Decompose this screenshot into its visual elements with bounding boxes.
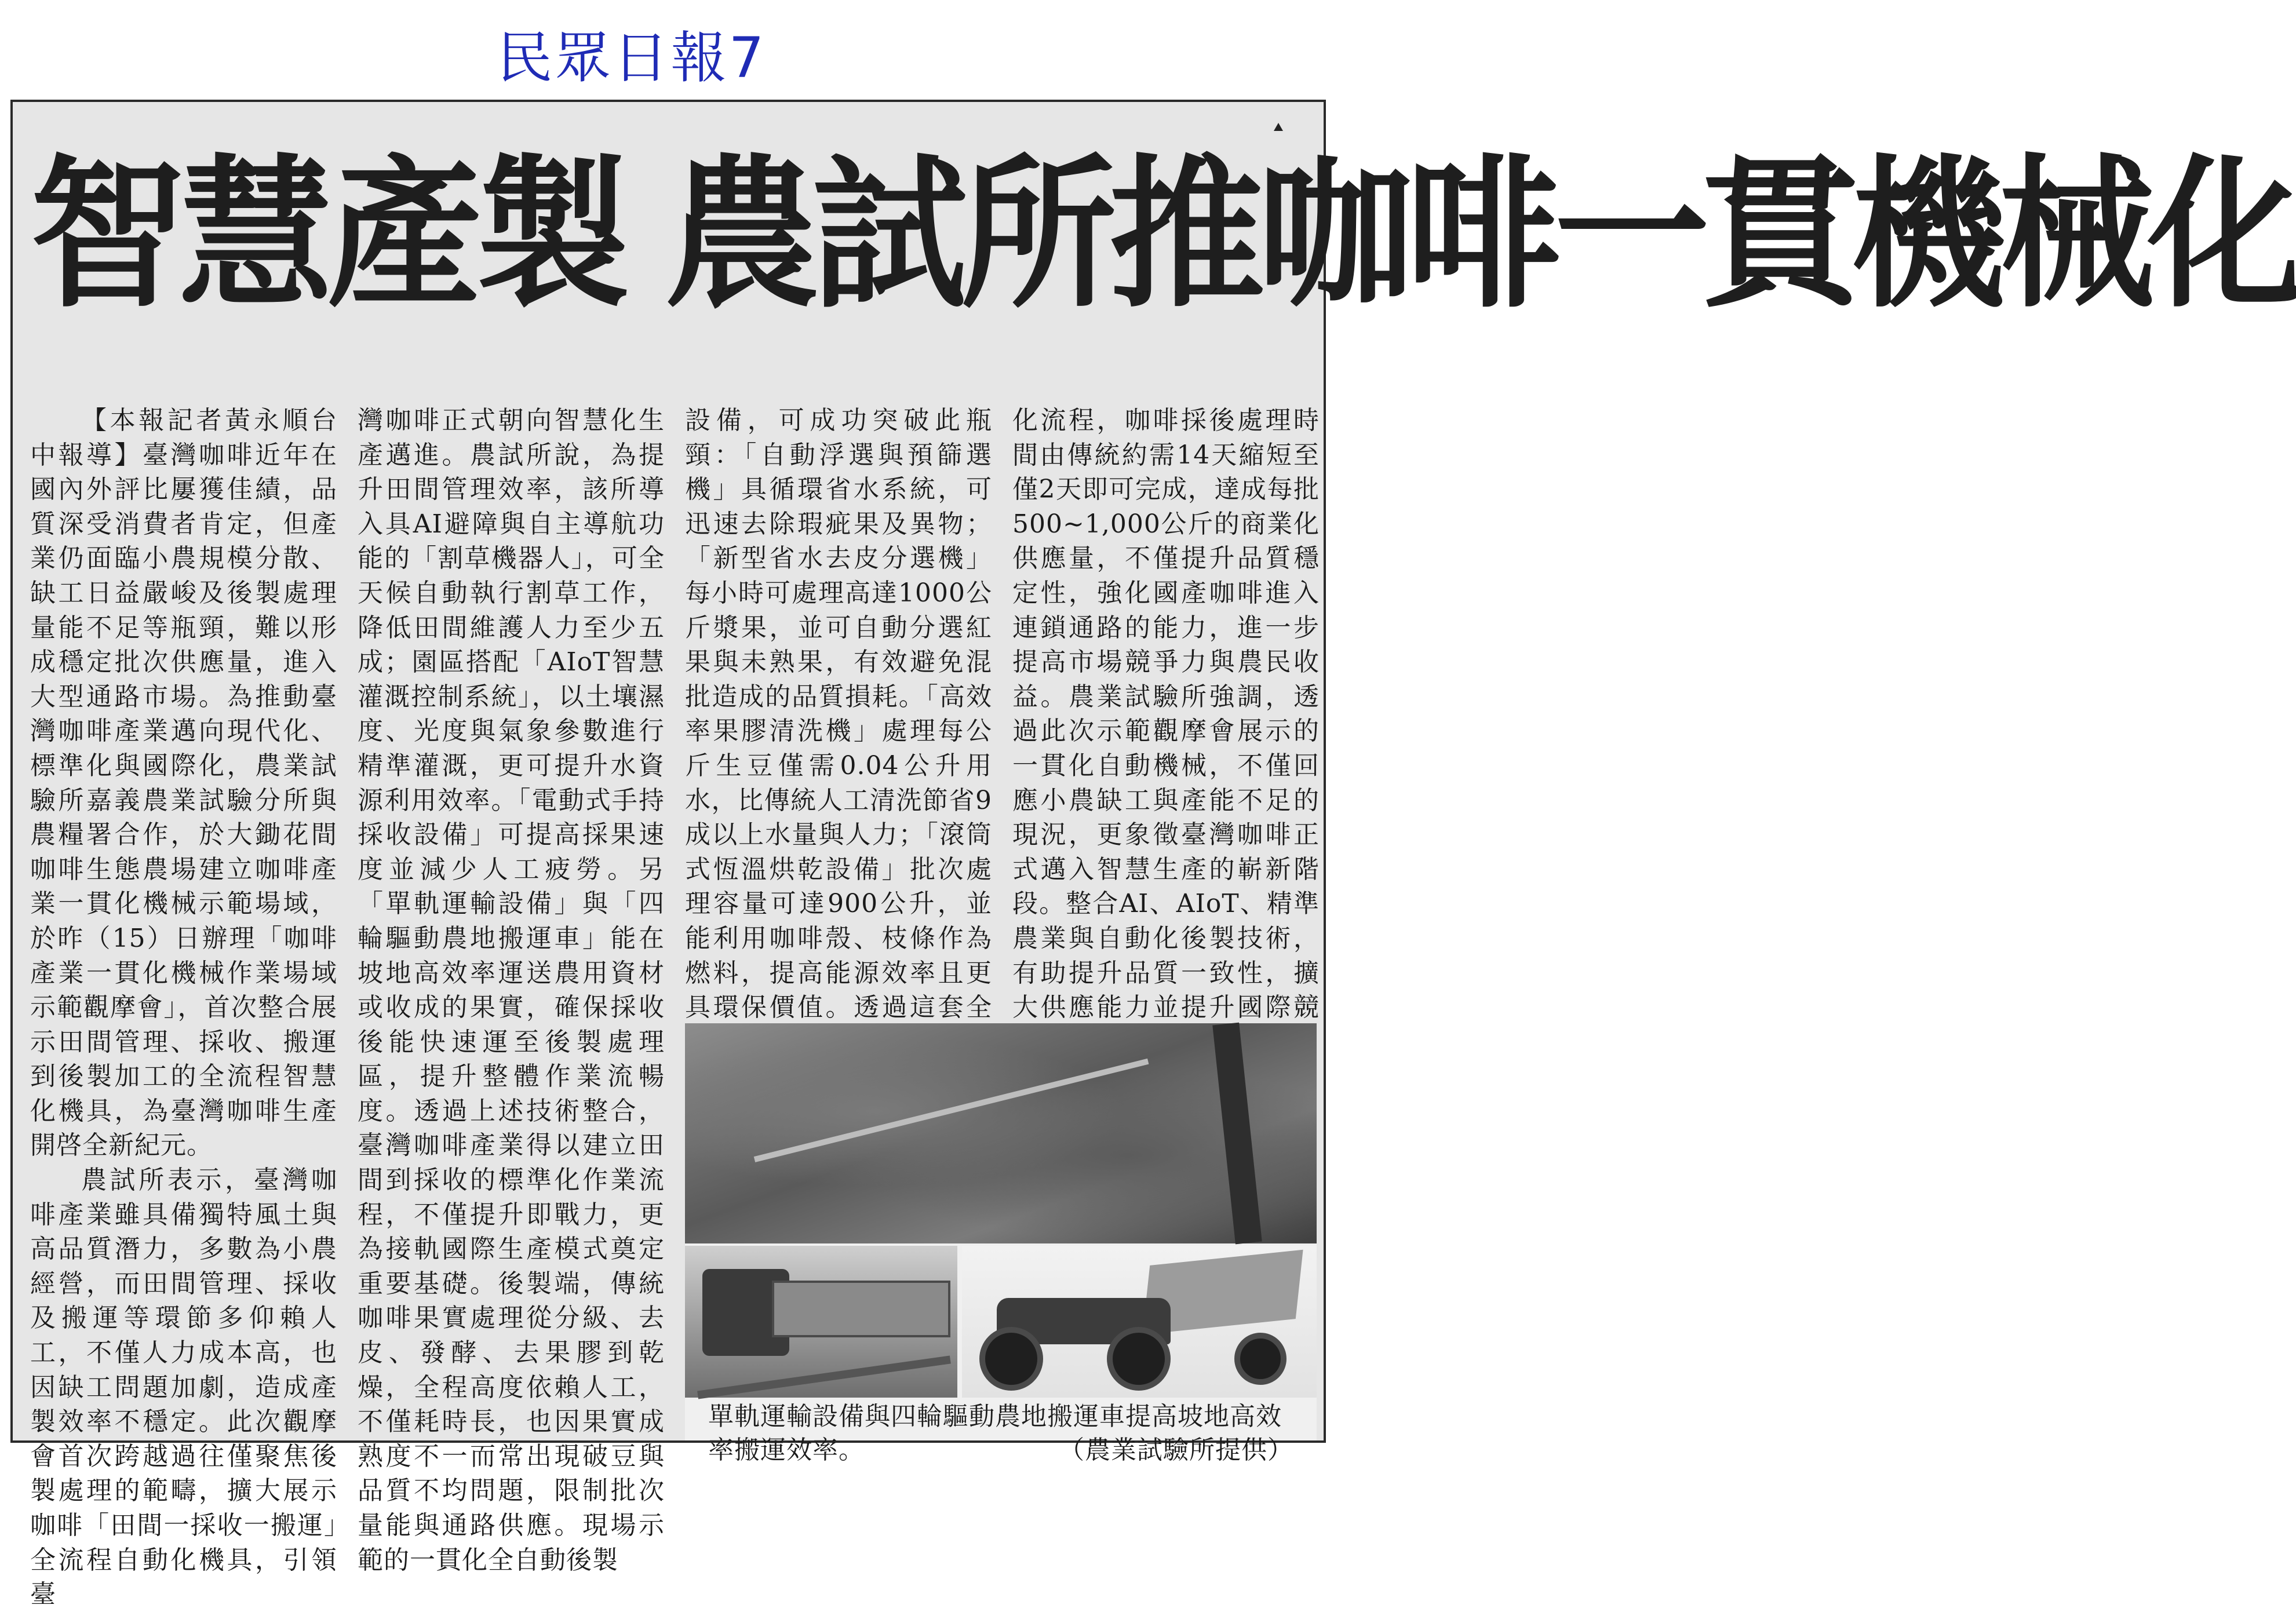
headline xyxy=(30,120,2296,351)
article-paragraph: 化流程，咖啡採後處理時間由傳統約需14天縮短至僅2天即可完成，達成每批500~1,000公斤的商業化供應量，不僅提升品質穩定性，強化國產咖啡進入連鎖通路的能力，進一步提高市場競爭力與農民收益。農業試驗所強調，透過此次示範觀摩會展示的一貫化自動機械，不僅回應小農缺工與產能不足的現況，更象徵臺灣咖啡正式邁入智慧生產的嶄新階段。整合AI、AIoT、精準農業與自動化後製技術，有助提升品質一致性，擴大供應能力並提升國際競 xyxy=(1012,406,1320,1023)
article-paragraph: 設備，可成功突破此瓶頸：「自動浮選與預篩選機」具循環省水系統，可迅速去除瑕疵果及異物；「新型省水去皮分選機」每小時可處理高達1000公斤漿果，並可自動分選紅果與未熟果，有效避免混批造成的品質損耗。「高效率果膠清洗機」處理每公斤生豆僅需0.04公升用水，比傳統人工清洗節省9成以上水量與人力；「滾筒式恆溫烘乾設備」批次處理容量可達900公升，並能利用咖啡殼、枝條作為燃料，提高能源效率且更具環保價值。透過這套全 xyxy=(685,406,992,1023)
article-photo xyxy=(685,1023,1317,1440)
four-wheel-carrier-photo xyxy=(962,1246,1317,1398)
news-clipping xyxy=(10,100,2296,1610)
article-column-3 xyxy=(685,403,992,1023)
article-paragraph: 灣咖啡正式朝向智慧化生產邁進。農試所說，為提升田間管理效率，該所導入具AI避障與自主導航功能的「割草機器人」，可全天候自動執行割草工作，降低田間維護人力至少五成；園區搭配「AIoT智慧灌溉控制系統」，以土壤濕度、光度與氣象參數進行精準灌溉，更可提升水資源利用效率。「電動式手持採收設備」可提高採果速度並減少人工疲勞。另「單軌運輸設備」與「四輪驅動農地搬運車」能在坡地高效率運送農用資材或收成的果實，確保採收後能快速運至後製處理區，提升整體作業流暢度。透過上述技術整合，臺灣咖啡產業得以建立田間到採收的標準化作業流程，不僅提升即戰力，更為接軌國際生產模式奠定重要基礎。後製端，傳統咖啡果實處理從分級、去皮、發酵、去果膠到乾燥，全程高度依賴人工，不僅耗時長，也因果實成熟度不一而常出現破豆與品質不均問題，限制批次量能與通路供應。現場示範的一貫化全自動後製 xyxy=(358,406,665,1575)
article-column-2 xyxy=(358,403,665,1575)
photo-caption-text: 單軌運輸設備與四輪驅動農地搬運車提高坡地高效率搬運效率。 xyxy=(708,1402,1282,1465)
article-paragraph: 【本報記者黃永順台中報導】臺灣咖啡近年在國內外評比屢獲佳績，品質深受消費者肯定，但產業仍面臨小農規模分散、缺工日益嚴峻及後製處理量能不足等瓶頸，難以形成穩定批次供應量，進入大型通路市場。為推動臺灣咖啡產業邁向現代化、標準化與國際化，農業試驗所嘉義農業試驗分所與農糧署合作，於大鋤花間咖啡生態農場建立咖啡產業一貫化機械示範場域，於昨（15）日辦理「咖啡產業一貫化機械作業場域示範觀摩會」，首次整合展示田間管理、採收、搬運到後製加工的全流程智慧化機具，為臺灣咖啡生產開啓全新紀元。 xyxy=(30,406,337,1161)
article-column-4 xyxy=(1012,403,1320,1023)
monorail-cart-photo xyxy=(685,1246,957,1398)
photo-credit: （農業試驗所提供） xyxy=(1059,1435,1293,1465)
article-column-1 xyxy=(30,403,337,1610)
headline-part-1: 智慧產製 xyxy=(30,140,624,330)
photo-caption xyxy=(685,1400,1317,1469)
article-paragraph: 農試所表示，臺灣咖啡產業雖具備獨特風土與高品質潛力，多數為小農經營，而田間管理、採收及搬運等環節多仰賴人工，不僅人力成本高，也因缺工問題加劇，造成產製效率不穩定。此次觀摩會首次跨越過往僅聚焦後製處理的範疇，擴大展示咖啡「田間一採收一搬運」全流程自動化機具，引領臺 xyxy=(30,1165,337,1610)
newspaper-source-label: 民眾日報7 xyxy=(497,25,767,90)
headline-part-2: 農試所推咖啡一貫機械化 xyxy=(664,140,2296,330)
monorail-slope-photo xyxy=(685,1023,1317,1243)
